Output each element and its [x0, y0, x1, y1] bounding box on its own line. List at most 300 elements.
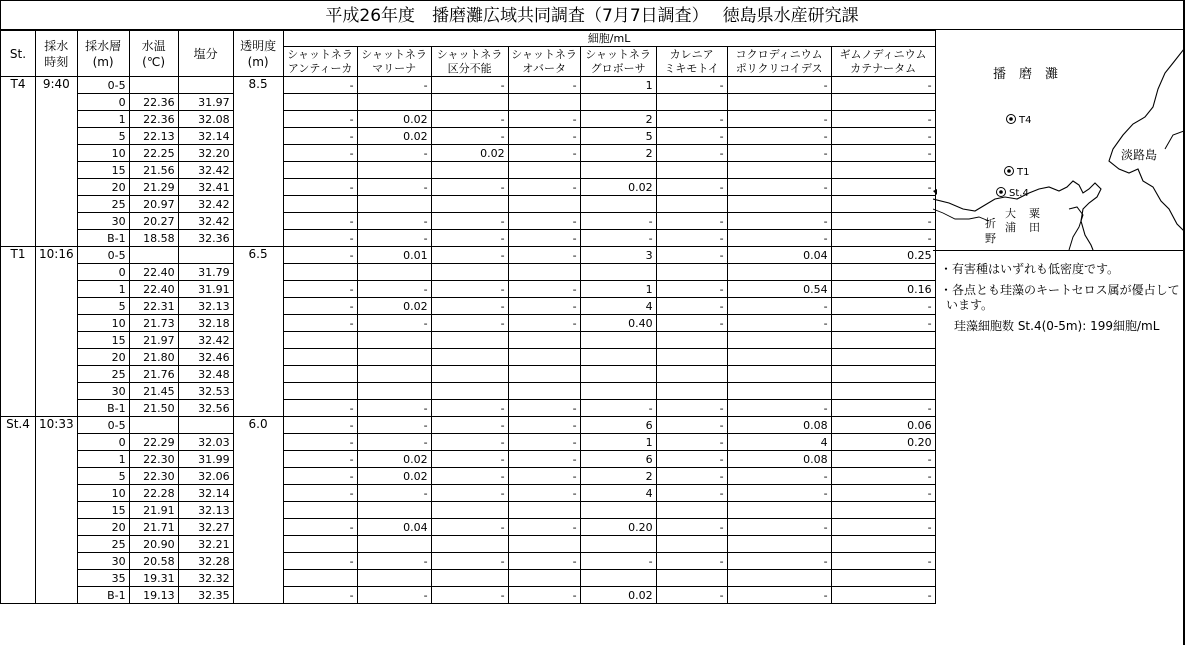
table-row [1, 383, 936, 400]
cell-count: - [431, 587, 508, 604]
map-place-onoji-1: 大 [1005, 207, 1016, 220]
temp-cell: 22.28 [129, 485, 178, 502]
salinity-cell: 32.28 [178, 553, 233, 570]
depth-cell: B-1 [77, 587, 129, 604]
salinity-cell: 32.42 [178, 196, 233, 213]
cell-count [656, 264, 727, 281]
depth-cell: 15 [77, 332, 129, 349]
temp-cell: 18.58 [129, 230, 178, 247]
cell-count [508, 366, 580, 383]
temp-cell [129, 247, 178, 264]
cell-count: - [283, 298, 357, 315]
depth-cell: 35 [77, 570, 129, 587]
salinity-cell: 32.32 [178, 570, 233, 587]
table-row [1, 366, 936, 383]
cell-count: - [656, 230, 727, 247]
cell-count: - [431, 519, 508, 536]
header-species-6: コクロディニウム ポリクリコイデス [727, 47, 831, 77]
cell-count: - [508, 145, 580, 162]
header-species-0: シャットネラ アンティーカ [283, 47, 357, 77]
header-depth: 採水層 (m) [77, 31, 129, 77]
cell-count [283, 94, 357, 111]
cell-count: - [357, 417, 431, 434]
cell-count: - [283, 553, 357, 570]
depth-cell: 5 [77, 298, 129, 315]
table-row [1, 281, 936, 298]
cell-count: - [727, 179, 831, 196]
cell-count: - [431, 553, 508, 570]
table-row [1, 519, 936, 536]
cell-count: - [831, 451, 935, 468]
cell-count: - [431, 179, 508, 196]
cell-count: - [508, 485, 580, 502]
map-label-t4: T4 [1019, 115, 1032, 126]
temp-cell: 21.76 [129, 366, 178, 383]
map-place-onoji-2: 浦 [1005, 221, 1016, 234]
cell-count: - [508, 213, 580, 230]
cell-count: 0.01 [357, 247, 431, 264]
sample-time: 10:16 [36, 247, 78, 417]
cell-count: 0.02 [357, 128, 431, 145]
table-row [1, 485, 936, 502]
river-mouth [1069, 207, 1083, 250]
temp-cell: 21.73 [129, 315, 178, 332]
header-species-3: シャットネラ オバータ [508, 47, 580, 77]
cell-count: - [656, 315, 727, 332]
cell-count [283, 570, 357, 587]
salinity-cell: 32.48 [178, 366, 233, 383]
transparency-cell: 6.0 [233, 417, 283, 604]
cell-count [727, 383, 831, 400]
cell-count: 0.02 [357, 298, 431, 315]
notes-panel [940, 262, 1180, 334]
cell-count: - [727, 400, 831, 417]
map-label-st4: St.4 [1009, 188, 1029, 199]
depth-cell: B-1 [77, 230, 129, 247]
cell-count [727, 502, 831, 519]
cell-count: - [656, 179, 727, 196]
temp-cell: 22.40 [129, 281, 178, 298]
cell-count: - [580, 553, 656, 570]
cell-count: - [831, 298, 935, 315]
cell-count: 0.02 [580, 179, 656, 196]
cell-count: - [727, 298, 831, 315]
salinity-cell: 32.18 [178, 315, 233, 332]
depth-cell: 0-5 [77, 247, 129, 264]
cell-count: - [656, 400, 727, 417]
sample-time: 10:33 [36, 417, 78, 604]
cell-count [431, 162, 508, 179]
header-species-5: カレニア ミキモトイ [656, 47, 727, 77]
cell-count: 0.04 [357, 519, 431, 536]
cell-count: - [357, 400, 431, 417]
header-species-4: シャットネラ グロボーサ [580, 47, 656, 77]
salinity-cell: 32.53 [178, 383, 233, 400]
cell-count: - [831, 315, 935, 332]
cell-count: - [831, 179, 935, 196]
cell-count: - [431, 451, 508, 468]
table-row [1, 111, 936, 128]
cell-count [656, 570, 727, 587]
salinity-cell: 32.14 [178, 128, 233, 145]
cell-count: 0.25 [831, 247, 935, 264]
cell-count [431, 536, 508, 553]
cell-count [831, 264, 935, 281]
cell-count: 0.40 [580, 315, 656, 332]
cell-count: - [283, 111, 357, 128]
cell-count: 0.02 [357, 111, 431, 128]
cell-count: - [357, 179, 431, 196]
depth-cell: 10 [77, 145, 129, 162]
salinity-cell: 32.27 [178, 519, 233, 536]
table-row [1, 587, 936, 604]
temp-cell: 20.27 [129, 213, 178, 230]
cell-count: - [656, 281, 727, 298]
cell-count [357, 502, 431, 519]
depth-cell: 25 [77, 366, 129, 383]
salinity-cell: 32.42 [178, 332, 233, 349]
cell-count [580, 570, 656, 587]
depth-cell: 1 [77, 111, 129, 128]
cell-count: - [508, 230, 580, 247]
cell-count: 0.02 [580, 587, 656, 604]
header-station: St. [1, 31, 36, 77]
cell-count [831, 383, 935, 400]
cell-count: 1 [580, 434, 656, 451]
salinity-cell: 32.56 [178, 400, 233, 417]
cell-count: - [508, 128, 580, 145]
cell-count: - [831, 400, 935, 417]
map-place-ori-1: 折 [985, 217, 996, 230]
salinity-cell: 32.35 [178, 587, 233, 604]
depth-cell: 20 [77, 179, 129, 196]
cell-count [283, 332, 357, 349]
cell-count [727, 570, 831, 587]
cell-count: - [508, 315, 580, 332]
map-place-kuri-1: 粟 [1029, 207, 1040, 220]
cell-count [431, 383, 508, 400]
depth-cell: 0-5 [77, 417, 129, 434]
salinity-cell: 32.08 [178, 111, 233, 128]
coast-west [933, 209, 989, 221]
cell-count [283, 162, 357, 179]
cell-count: - [831, 128, 935, 145]
cell-count [831, 366, 935, 383]
cell-count [283, 502, 357, 519]
table-row [1, 247, 936, 264]
cell-count: 3 [580, 247, 656, 264]
cell-count: - [727, 485, 831, 502]
cell-count: 4 [580, 298, 656, 315]
cell-count [831, 332, 935, 349]
cell-count: - [357, 281, 431, 298]
temp-cell: 22.13 [129, 128, 178, 145]
cell-count: - [656, 298, 727, 315]
cell-count [580, 502, 656, 519]
cell-count [656, 502, 727, 519]
cell-count [656, 366, 727, 383]
station-name: T1 [1, 247, 36, 417]
temp-cell: 22.40 [129, 264, 178, 281]
transparency-cell: 6.5 [233, 247, 283, 417]
cell-count [508, 162, 580, 179]
cell-count: - [656, 553, 727, 570]
cell-count: 2 [580, 145, 656, 162]
salinity-cell: 32.06 [178, 468, 233, 485]
cell-count: - [727, 519, 831, 536]
cell-count [580, 383, 656, 400]
cell-count: 5 [580, 128, 656, 145]
cell-count: - [283, 485, 357, 502]
cell-count [727, 264, 831, 281]
cell-count [357, 264, 431, 281]
cell-count: 0.54 [727, 281, 831, 298]
station-marker-st4 [997, 188, 1006, 197]
cell-count: - [656, 485, 727, 502]
cell-count: 0.16 [831, 281, 935, 298]
cell-count: - [727, 77, 831, 94]
cell-count: - [508, 111, 580, 128]
temp-cell: 21.45 [129, 383, 178, 400]
cell-count: - [508, 179, 580, 196]
map-label-t1: T1 [1017, 167, 1030, 178]
cell-count [656, 196, 727, 213]
cell-count [357, 349, 431, 366]
cell-count: - [357, 553, 431, 570]
header-transparency: 透明度 (m) [233, 31, 283, 77]
depth-cell: B-1 [77, 400, 129, 417]
cell-count: - [283, 77, 357, 94]
cell-count: - [283, 468, 357, 485]
cell-count: - [831, 468, 935, 485]
cell-count: - [508, 553, 580, 570]
table-row [1, 349, 936, 366]
cell-count: - [431, 434, 508, 451]
cell-count [727, 94, 831, 111]
cell-count [727, 366, 831, 383]
header-species-2: シャットネラ 区分不能 [431, 47, 508, 77]
temp-cell: 22.36 [129, 94, 178, 111]
cell-count: 6 [580, 451, 656, 468]
cell-count: - [283, 315, 357, 332]
station-name: T4 [1, 77, 36, 247]
salinity-cell [178, 417, 233, 434]
cell-count [580, 162, 656, 179]
cell-count: - [656, 128, 727, 145]
cell-count: - [357, 145, 431, 162]
map-harima-nada [933, 49, 1184, 251]
cell-count [431, 264, 508, 281]
temp-cell [129, 77, 178, 94]
cell-count: - [656, 247, 727, 264]
depth-cell: 0 [77, 94, 129, 111]
depth-cell: 25 [77, 536, 129, 553]
cell-count: - [431, 213, 508, 230]
awaji-inner-coast [1165, 131, 1184, 149]
cell-count [283, 196, 357, 213]
cell-count [727, 349, 831, 366]
cell-count: - [727, 213, 831, 230]
cell-count: - [727, 230, 831, 247]
cell-count: 0.08 [727, 451, 831, 468]
cell-count: - [431, 230, 508, 247]
cell-count: - [508, 587, 580, 604]
cell-count: - [357, 485, 431, 502]
note-dominant: ・各点とも珪藻のキートセロス属が優占しています。 [940, 283, 1180, 312]
salinity-cell: 32.14 [178, 485, 233, 502]
cell-count: 4 [727, 434, 831, 451]
cell-count [283, 349, 357, 366]
table-row [1, 553, 936, 570]
depth-cell: 1 [77, 281, 129, 298]
station-name: St.4 [1, 417, 36, 604]
map-left-tick [933, 189, 937, 195]
depth-cell: 0-5 [77, 77, 129, 94]
cell-count: - [357, 77, 431, 94]
cell-count: - [431, 468, 508, 485]
cell-count: - [431, 281, 508, 298]
cell-count: - [357, 434, 431, 451]
table-row [1, 213, 936, 230]
temp-cell: 21.97 [129, 332, 178, 349]
cell-count: - [431, 485, 508, 502]
salinity-cell: 32.13 [178, 298, 233, 315]
depth-cell: 0 [77, 434, 129, 451]
cell-count: - [508, 77, 580, 94]
map-place-kuri-2: 田 [1029, 221, 1040, 234]
salinity-cell: 32.03 [178, 434, 233, 451]
cell-count: - [508, 298, 580, 315]
salinity-cell: 31.99 [178, 451, 233, 468]
cell-count [431, 332, 508, 349]
cell-count: - [580, 230, 656, 247]
cell-count [431, 94, 508, 111]
cell-count: - [831, 587, 935, 604]
cell-count [508, 570, 580, 587]
temp-cell: 21.50 [129, 400, 178, 417]
table-row [1, 434, 936, 451]
cell-count: - [283, 145, 357, 162]
cell-count: - [283, 451, 357, 468]
cell-count: - [831, 230, 935, 247]
temp-cell: 22.25 [129, 145, 178, 162]
cell-count: - [508, 400, 580, 417]
cell-count: 0.02 [357, 468, 431, 485]
cell-count [831, 536, 935, 553]
cell-count [431, 502, 508, 519]
cell-count [508, 94, 580, 111]
cell-count: - [727, 111, 831, 128]
depth-cell: 20 [77, 349, 129, 366]
table-row [1, 315, 936, 332]
cell-count: - [831, 485, 935, 502]
temp-cell: 19.31 [129, 570, 178, 587]
cell-count: - [508, 247, 580, 264]
header-salinity: 塩分 [178, 31, 233, 77]
cell-count: - [283, 247, 357, 264]
cell-count [831, 349, 935, 366]
cell-count: 2 [580, 111, 656, 128]
cell-count: - [508, 434, 580, 451]
cell-count: - [727, 145, 831, 162]
cell-count [831, 196, 935, 213]
temp-cell: 21.56 [129, 162, 178, 179]
cell-count [580, 349, 656, 366]
cell-count: - [283, 281, 357, 298]
cell-count [357, 332, 431, 349]
header-species-1: シャットネラ マリーナ [357, 47, 431, 77]
header-species-7: ギムノディニウム カテナータム [831, 47, 935, 77]
salinity-cell: 32.41 [178, 179, 233, 196]
salinity-cell: 32.13 [178, 502, 233, 519]
cell-count [357, 383, 431, 400]
table-row [1, 451, 936, 468]
note-harmful: ・有害種はいずれも低密度です。 [940, 262, 1120, 276]
cell-count: - [431, 247, 508, 264]
cell-count: - [656, 451, 727, 468]
temp-cell: 22.31 [129, 298, 178, 315]
cell-count: - [727, 315, 831, 332]
cell-count: - [431, 77, 508, 94]
cell-count: - [656, 468, 727, 485]
cell-count: 0.08 [727, 417, 831, 434]
cell-count [831, 94, 935, 111]
cell-count: - [508, 281, 580, 298]
cell-count: - [831, 519, 935, 536]
cell-count: 0.02 [431, 145, 508, 162]
map-sea-label: 播 磨 灘 [993, 67, 1059, 82]
salinity-cell: 32.46 [178, 349, 233, 366]
cell-count [508, 502, 580, 519]
cell-count [656, 332, 727, 349]
depth-cell: 30 [77, 553, 129, 570]
table-row [1, 128, 936, 145]
depth-cell: 1 [77, 451, 129, 468]
salinity-cell: 32.36 [178, 230, 233, 247]
depth-cell: 15 [77, 162, 129, 179]
table-row [1, 230, 936, 247]
cell-count: - [283, 230, 357, 247]
cell-count: - [431, 128, 508, 145]
cell-count: - [580, 400, 656, 417]
table-row [1, 196, 936, 213]
cell-count [283, 366, 357, 383]
cell-count: - [656, 417, 727, 434]
cell-count [357, 162, 431, 179]
station-marker-t1 [1005, 167, 1014, 176]
depth-cell: 30 [77, 383, 129, 400]
cell-count: - [831, 111, 935, 128]
temp-cell: 21.91 [129, 502, 178, 519]
cell-count [357, 570, 431, 587]
cell-count [508, 349, 580, 366]
cell-count: - [283, 417, 357, 434]
cell-count [580, 196, 656, 213]
table-row [1, 468, 936, 485]
cell-count: - [656, 111, 727, 128]
cell-count [580, 94, 656, 111]
cell-count: - [727, 587, 831, 604]
table-row [1, 264, 936, 281]
cell-count [508, 332, 580, 349]
cell-count [357, 94, 431, 111]
cell-count: - [357, 213, 431, 230]
temp-cell: 19.13 [129, 587, 178, 604]
salinity-cell: 32.21 [178, 536, 233, 553]
cell-count: - [508, 468, 580, 485]
cell-count [831, 162, 935, 179]
awaji-coastline [1109, 49, 1184, 231]
